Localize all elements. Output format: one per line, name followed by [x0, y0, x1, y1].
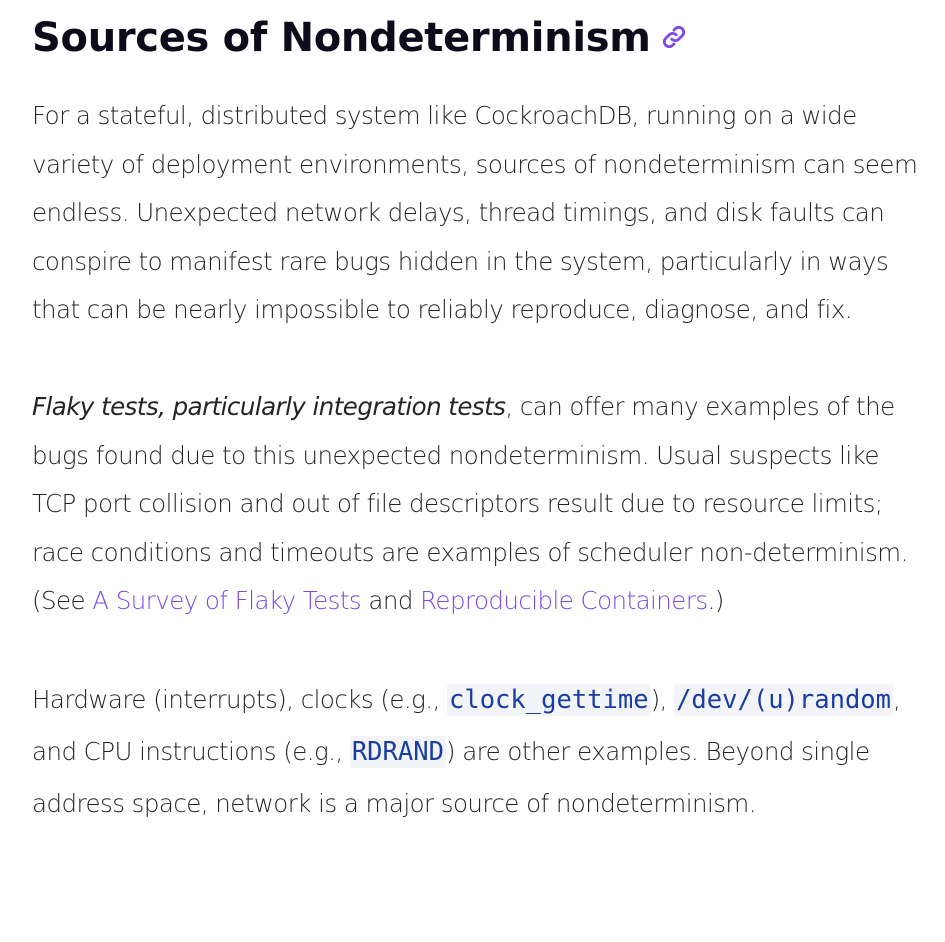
- paragraph-text: Hardware (interrupts), clocks (e.g.,: [32, 685, 447, 714]
- link-icon[interactable]: [661, 11, 687, 63]
- paragraph-flaky-tests: [32, 383, 922, 626]
- survey-flaky-tests-link[interactable]: A Survey of Flaky Tests: [92, 586, 362, 615]
- flaky-tests-emphasis: Flaky tests, particularly integration tests: [32, 392, 506, 421]
- paragraph-text: , can offer many examples of the bugs found due to this unexpected nondeterminism. Usual suspects like TCP port collision and out of file descriptors result due to resource limits; race conditions and timeouts are examples of scheduler non-determinism. (See: [32, 392, 908, 615]
- section-heading: [32, 12, 922, 66]
- paragraph-text: ) are other examples. Beyond single address space, network is a major source of nondeterminism.: [32, 737, 870, 818]
- paragraph-text: and: [361, 586, 421, 615]
- reproducible-containers-link[interactable]: Reproducible Containers: [420, 586, 708, 615]
- paragraph-text: , and CPU instructions (e.g.,: [32, 685, 901, 766]
- paragraph-nondeterminism-intro: For a stateful, distributed system like CockroachDB, running on a wide variety of deployment environments, sources of nondeterminism can seem endless. Unexpected network delays, thread timings, and disk faults can conspire to manifest rare bugs hidden in the system, particularly in ways that can be nearly impossible to reliably reproduce, diagnose, and fix.: [32, 101, 918, 324]
- code-clock-gettime: clock_gettime: [449, 685, 649, 715]
- paragraph-text: ),: [650, 685, 675, 714]
- paragraph-text: .): [707, 586, 724, 615]
- section-heading-text: Sources of Nondeterminism: [32, 15, 651, 61]
- code-rdrand: RDRAND: [351, 737, 444, 767]
- article-section: [32, 0, 922, 829]
- code-dev-random: /dev/(u)random: [676, 685, 892, 715]
- paragraph-hardware-sources: [32, 674, 922, 829]
